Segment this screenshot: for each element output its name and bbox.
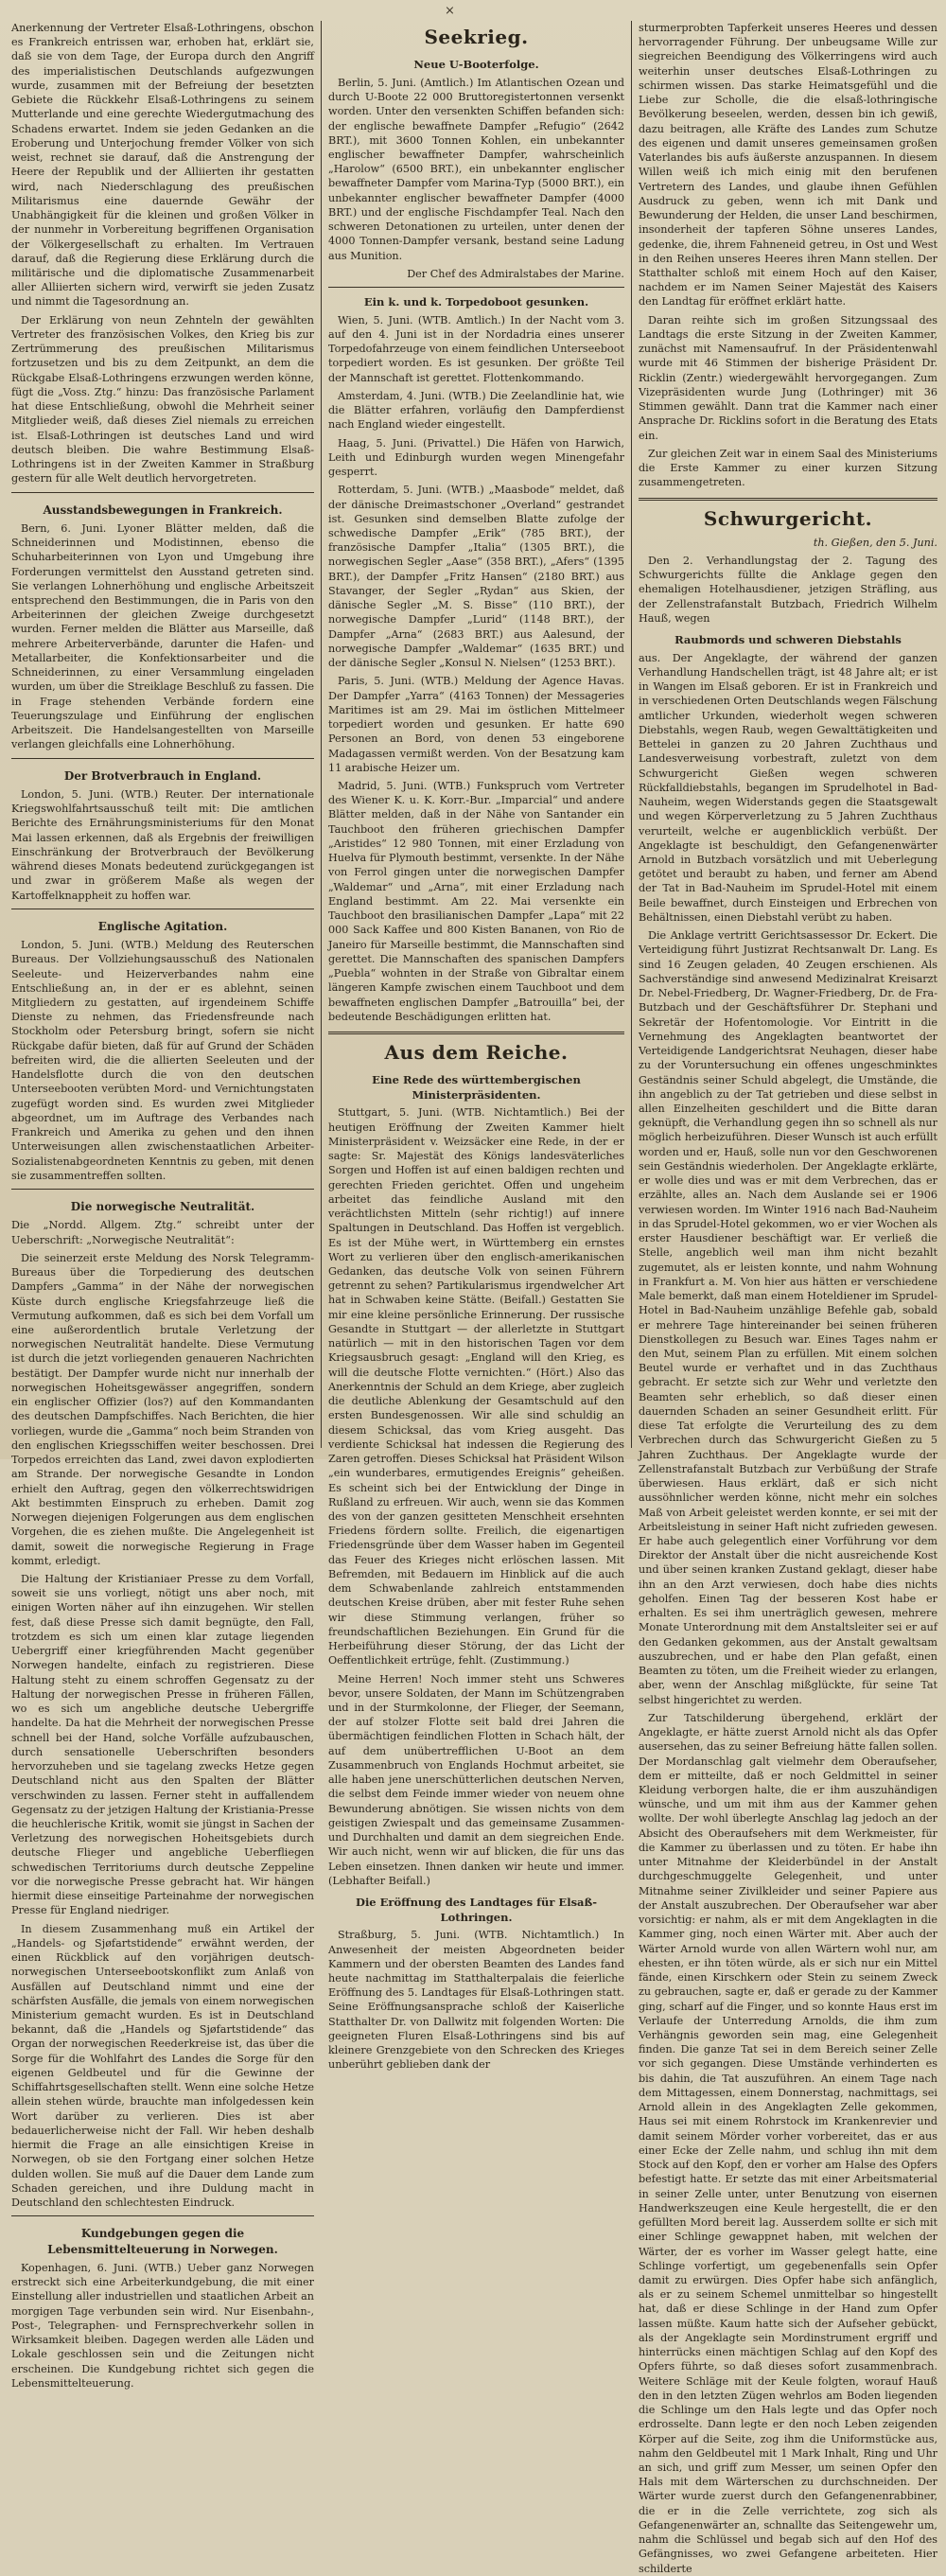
section-subheading: Raubmords und schweren Diebstahls: [674, 633, 902, 647]
article-paragraph: Daran reihte sich im großen Sitzungssaal des Landtags die erste Sitzung in der Zweiten Kammer, zunächst mit Namensaufruf. In der Präsidentenwahl wurde mit 46 Stimmen der bisherige Präsident Dr. Ricklin (Zentr.) wiedergewählt hervorgegangen. Zum Vizepräsidenten wurde Jung (Lothringer) mit 36 Stimmen gewählt. Dann trat die Kammer nach einer Ansprache Dr. Ricklins sofort in die Beratung des Etats ein.: [639, 313, 937, 442]
article-paragraph: Meine Herren! Noch immer steht uns Schweres bevor, unsere Soldaten, der Mann im Schützengraben und in der Sturmkolonne, der Flieger, der Seemann, der auf stolzer Flotte seit bald drei Jahren die übermächtigen feindlichen Flotten in Schach hält, der auf dem unübertrefflichen U-Boot an dem Zusammenbruch von Englands Hochmut arbeitet, sie alle haben jene unerschütterlichen deutschen Nerven, die selbst dem Feinde immer wieder von neuem ohne Bewunderung abnötigen. Sie wissen nichts von dem geistigen Zwiespalt und das gemeinsame Zusammen- und Durchhalten und damit an dem siegreichen Ende. Wir auch nicht, wenn wir auf blicken, die für uns das Leben einsetzen. Ihnen danken wir heute und immer. (Lebhafter Beifall.): [328, 1672, 624, 1887]
column-1: [11, 21, 314, 2390]
column-rule-right: [631, 21, 632, 1448]
section-divider: [639, 498, 937, 501]
article-paragraph: Die seinerzeit erste Meldung des Norsk Telegramm-Bureaus über die Torpedierung des deutschen Dampfers „Gamma“ in der Nähe der norwegischen Küste durch englische Kriegsfahrzeuge ließ die Vermutung aufkommen, daß es sich bei dem Vorfall um eine außerordentlich brutale Verletzung der norwegischen Neutralität handelte. Diese Vermutung ist durch die jetzt vorliegenden genaueren Nachrichten bestätigt. Der Dampfer wurde nicht nur innerhalb der norwegischen Hoheitsgewässer angegriffen, sondern ein englischer Offizier (los?) auf den Kommandanten des deutschen Dampfschiffes. Nach Berichten, die hier vorliegen, wurde die „Gamma“ noch beim Stranden von den englischen Kriegsschiffen weiter beschossen. Drei Torpedos erreichten das Land, zwei davon explodierten am Strande. Der norwegische Gesandte in London erhielt den Auftrag, gegen den völkerrechtswidrigen Akt bestimmten Einspruch zu erheben. Damit zog Norwegen diejenigen Folgerungen aus dem englischen Vorgehen, die es ziehen mußte. Die Angelegenheit ist damit, soweit die norwegische Regierung in Frage kommt, erledigt.: [11, 1251, 314, 1567]
article-paragraph: aus. Der Angeklagte, der während der ganzen Verhandlung Handschellen trägt, ist 48 Jahre alt; er ist in Wangen im Elsaß geboren. Er ist in Frankreich und in verschiedenen Orten Deutschlands wegen Fälschung amtlicher Urkunden, wiederholt wegen schweren Diebstahls, wegen Raub, wegen Gewalttätigkeiten und Bettelei in ganzen zu 20 Jahren Zuchthaus und Landesverweisung vorbestraft, zuletzt von dem Schwurgericht Gießen wegen schweren Rückfalldiebstahls, begangen im Sprudelhotel in Bad-Nauheim, wegen Widerstands gegen die Staatsgewalt und wegen Körperverletzung zu 5 Jahren Zuchthaus verurteilt, welche er augenblicklich verbüßt. Der Angeklagte ist beschuldigt, den Gefangenenwärter Arnold in Butzbach vorsätzlich und mit Ueberlegung getötet und beraubt zu haben, und ferner am Abend der Tat in Bad-Nauheim im Sprudel-Hotel mit einem Beile bewaffnet, durch Einsteigen und Erbrechen von Behältnissen, einen Diebstahl verübt zu haben.: [639, 651, 937, 924]
article-paragraph: Paris, 5. Juni. (WTB.) Meldung der Agence Havas. Der Dampfer „Yarra“ (4163 Tonnen) der Messageries Maritimes ist am 29. Mai im östlichen Mittelmeer torpediert worden und gesunken. Er hatte 690 Personen an Bord, von denen 53 eingeborene Madagassen vermißt werden. Von der Besatzung kam 11 arabische Heizer um.: [328, 675, 624, 774]
article-paragraph: London, 5. Juni. (WTB.) Meldung des Reuterschen Bureaus. Der Vollziehungsausschuß des Nationalen Seeleute- und Heizerverbandes nahm eine Entschließung an, in der er es ablehnt, seinen Mitgliedern zu gestatten, auf irgendeinem Schiffe Dienste zu nehmen, das Friedensfreunde nach Stockholm oder Petersburg bringt, sofern sie nicht Rückgabe dafür bieten, daß für auf Grund der Schäden befreiten wird, die die allierten Seeleuten und der Handelsflotte durch die von den deutschen Unterseebooten verübten Mord- und Vernichtungstaten zugefügt worden sind. Es wurden zwei Mitglieder abgeordnet, um im Auftrage des Verbandes nach Frankreich und Amerika zu gehen und den ihnen Unterweisungen allen zwischenstaatlichen Arbeiter-Sozialistenabgeordneten Kenntnis zu geben, mit denen sie zusammentreffen sollten.: [11, 939, 314, 1182]
section-divider: [11, 758, 314, 759]
article-paragraph: Zur gleichen Zeit war in einem Saal des Ministeriums die Erste Kammer zu einer kurzen Sitzung zusammengetreten.: [639, 447, 937, 489]
article-paragraph: Straßburg, 5. Juni. (WTB. Nichtamtlich.) In Anwesenheit der meisten Abgeordneten beider Kammern und der obersten Beamten des Landes fand heute nachmittag im Statthalterpalais die feierliche Eröffnung des 5. Landtages für Elsaß-Lothringen statt. Seine Eröffnungsansprache schloß der Kaiserliche Statthalter Dr. von Dallwitz mit folgenden Worten: Die geeigneten Fluren Elsaß-Lothringens sind bis auf kleinere Grenzgebiete von den Schrecken des Krieges unberührt geblieben dank der: [328, 1929, 624, 2072]
section-heading: Ausstandsbewegungen in Frankreich.: [43, 503, 283, 517]
article-paragraph: Amsterdam, 4. Juni. (WTB.) Die Zeelandlinie hat, wie die Blätter erfahren, vorläufig den Dampferdienst nach England wieder eingestellt.: [328, 389, 624, 432]
section-title-reich: Aus dem Reiche.: [384, 1040, 569, 1064]
section-subheading: Ein k. und k. Torpedoboot gesunken.: [363, 295, 589, 309]
section-heading: Englische Agitation.: [97, 919, 228, 933]
column-3: [639, 21, 937, 2575]
article-paragraph: Die „Nordd. Allgem. Ztg.“ schreibt unter der Ueberschrift: „Norwegische Neutralität“:: [11, 1219, 314, 1246]
dateline: th. Gießen, den 5. Juni.: [813, 536, 937, 549]
section-subheading: Die Eröffnung des Landtages für Elsaß-Lothringen.: [355, 1896, 598, 1924]
article-paragraph: Bern, 6. Juni. Lyoner Blätter melden, daß die Schneiderinnen und Modistinnen, ebenso die Schuharbeiterinnen von Lyon und Umgebung ihre Forderungen vermittelst den Ausstand getreten sind. Sie verlangen Lohnerhöhung und englische Arbeitszeit entsprechend den Bestimmungen, die in Paris von den Arbeiterinnen der gleichen Zweige durchgesetzt wurden. Ferner melden die Blätter aus Marseille, daß mehrere Arbeiterverbände, darunter die Hafen- und Metallarbeiter, die Konfektionsarbeiter und die Schneiderinnen, zu einer Versammlung eingeladen wurden, um über die Streiklage Beschluß zu fassen. Die in Frage stehenden Verbände fordern eine Teuerungszulage und Einführung der englischen Arbeitszeit. Die Handelsangestellten von Marseille verlangen gleichfalls eine Lohnerhöhung.: [11, 521, 314, 751]
article-paragraph: Die Haltung der Kristianiaer Presse zu dem Vorfall, soweit sie uns vorliegt, nötigt uns aber noch, mit einigen Worten näher auf ihn einzugehen. Wir stellen fest, daß diese Presse sich damit begnügte, den Fall, trotzdem es sich um einen klar zutage liegenden Uebergriff einer kriegführenden Macht gegenüber Norwegen handelte, einfach zu registrieren. Diese Haltung steht zu einem schroffen Gegensatz zu der Haltung der norwegischen Presse in früheren Fällen, wo es sich um angebliche deutsche Uebergriffe handelte. Da hat die Mehrheit der norwegischen Presse schnell bei der Hand, solche Vorfälle aufzubauschen, durch sensationelle Ueberschriften besonders hervorzuheben und sie tagelang zwecks Hetze gegen Deutschland nicht aus den Spalten der Blätter verschwinden zu lassen. Ferner steht in auffallendem Gegensatz zu der jetzigen Haltung der Kristiania-Presse die heuchlerische Kritik, womit sie jüngst in Sachen der Verletzung des norwegischen Hoheitsgebiets durch deutsche Flieger und angebliche Ueberfliegen schwedischen Territoriums durch deutsche Zeppeline vor die norwegische Presse gebracht hat. Wir hängen hiermit diese einseitige Parteinahme der norwegischen Presse für England niedriger.: [11, 1572, 314, 1917]
section-title-seekrieg: Seekrieg.: [424, 26, 529, 48]
article-signature: Der Chef des Admiralstabes der Marine.: [407, 267, 624, 280]
article-paragraph: Wien, 5. Juni. (WTB. Amtlich.) In der Nacht vom 3. auf den 4. Juni ist in der Nordadria eines unserer Torpedofahrzeuge von einem feindlichen Unterseeboot torpediert worden. Es ist gesunken. Der größte Teil der Mannschaft ist gerettet. Flottenkommando.: [328, 313, 624, 384]
section-heading: Die norwegische Neutralität.: [70, 1200, 255, 1214]
article-paragraph: Rotterdam, 5. Juni. (WTB.) „Maasbode“ meldet, daß der dänische Dreimastschoner „Overland“ gestrandet ist. Gesunken sind demselben Blatte zufolge der schwedische Dampfer „Erik“ (785 BRT.), der französische Dampfer „Italia“ (1305 BRT.), die norwegischen Segler „Aase“ (358 BRT.), „Afers“ (1395 BRT.), der Dampfer „Fritz Hansen“ (2180 BRT.) aus Stavanger, der Segler „Rydan“ aus Skien, der dänische Segler „M. S. Bisse“ (110 BRT.), der norwegische Dampfer „Lurid“ (1148 BRT.), der Dampfer „Arna“ (2683 BRT.) aus Aalesund, der norwegische Dampfer „Waldemar“ (1635 BRT.) und der dänische Segler „Konsul N. Nielsen“ (1253 BRT.).: [328, 484, 624, 670]
article-paragraph: Haag, 5. Juni. (Privattel.) Die Häfen von Harwich, Leith und Edinburgh wurden wegen Minengefahr gesperrt.: [328, 436, 624, 479]
article-paragraph: Anerkennung der Vertreter Elsaß-Lothringens, obschon es Frankreich entrissen war, erhoben hat, erklärt sie, daß sie von dem Tage, der Europa durch den Angriff des imperialistischen Deutschlands aufgezwungen wurde, zusammen mit der Befreiung der besetzten Gebiete die Rückkehr Elsaß-Lothringens zu seinem Mutterlande und eine gerechte Wiedergutmachung des Schadens erwartet. Indem sie jeden Gedanken an die Eroberung und Unterjochung fremder Völker von sich weist, rechnet sie darauf, daß die Anstrengung der Heere der Republik und der Alliierten ihr gestatten wird, nach Niederschlagung des preußischen Militarismus eine dauernde Gewähr der Unabhängigkeit für die kleinen und großen Völker in der nunmehr in Vorbereitung begriffenen Organisation der Völkergesellschaft zu erhalten. Im Vertrauen darauf, daß die Regierung diese Erklärung durch die militärische und die diplomatische Zusammenarbeit aller Alliierten sichern wird, verwirft sie jeden Zusatz und nimmt die Tagesordnung an.: [11, 22, 314, 309]
article-paragraph: Stuttgart, 5. Juni. (WTB. Nichtamtlich.) Bei der heutigen Eröffnung der Zweiten Kammer hielt Ministerpräsident v. Weizsäcker eine Rede, in der er sagte: Sr. Majestät des Königs landesväterliches Sorgen und Hoffen ist auf einen baldigen rechten und gerechten Frieden gerichtet. Offen und ungeheim arbeitet das feindliche Ausland mit den verächtlichsten Mitteln (sehr richtig!) auf innere Spaltungen in Deutschland. Das Hoffen ist vergeblich. Es ist der Mühe wert, in Württemberg ein ernstes Wort zu verlieren über den englisch-amerikanischen Gedanken, das deutsche Volk von seinen Führern getrennt zu sehen? Partikularismus irgendwelcher Art hat in Schwaben keine Stätte. (Beifall.) Gestatten Sie mir eine kleine persönliche Erinnerung. Der russische Gesandte in Stuttgart — der allerletzte in Stuttgart natürlich — mit in den historischen Tagen vor dem Kriegsausbruch gesagt: „England will den Krieg, es will die deutsche Flotte vernichten.“ (Hört.) Also das Anerkenntnis der Schuld an dem Kriege, aber zugleich die deutliche Ablenkung der Gesamtschuld auf den ersten Bundesgenossen. Wir alle sind schuldig an diesem Schicksal, das vom Krieg ausgeht. Das verdiente Schicksal hat indessen die Regierung des Zaren getroffen. Dieses Schicksal hat Präsident Wilson „ein wunderbares, ermutigendes Ereignis“ geheißen. Es scheint sich bei der Entwicklung der Dinge in Rußland zu erfreuen. Wir auch, wenn sie das Kommen des von der ganzen gesitteten Menschheit ersehnten Friedens fördern sollte. Freilich, die eigenartigen Friedensgründe über dem Wasser haben im Gegenteil das Feuer des Krieges nicht erlöschen lassen. Mit Befremden, mit Bedauern im Hinblick auf die auch dem Schwabenlande zahlreich entstammenden deutschen Kreise drüben, aber mit fester Ruhe sehen wir diese Stimmung verlangen, früher so freundschaftlichen Beziehungen. Ein Grund für die Herbeiführung dieser Störung, der das Licht der Oeffentlichkeit ertrüge, fehlt. (Zustimmung.): [328, 1106, 624, 1667]
page-mark: ×: [445, 4, 455, 18]
column-rule-left: [321, 21, 322, 1448]
section-divider: [11, 2215, 314, 2216]
section-title-schwurgericht: Schwurgericht.: [703, 506, 873, 530]
section-divider: [328, 1032, 624, 1034]
article-paragraph: Den 2. Verhandlungstag der 2. Tagung des Schwurgerichts füllte die Anklage gegen den ehemaligen Hotelhausdiener, jetzigen Sträfling, aus der Zellenstrafanstalt Butzbach, Friedrich Wilhelm Hauß, wegen: [639, 554, 937, 625]
article-paragraph: London, 5. Juni. (WTB.) Reuter. Der internationale Kriegswohlfahrtsausschuß teilt mit: Die amtlichen Berichte des Ernährungsministeriums für den Monat Mai lassen erkennen, daß als Ergebnis der freiwilligen Einschränkung der Brotverbrauch der Bevölkerung während dieses Monats bedeutend zurückgegangen ist und zwar in größerem Maße als wegen der Kartoffelknappheit zu hoffen war.: [11, 787, 314, 902]
section-divider: [11, 492, 314, 493]
article-paragraph: Berlin, 5. Juni. (Amtlich.) Im Atlantischen Ozean und durch U-Boote 22 000 Bruttoregistertonnen versenkt worden. Unter den versenkten Schiffen befanden sich: der englische bewaffnete Dampfer „Refugio“ (2642 BRT.), mit 3600 Tonnen Kohlen, ein unbekannter englischer bewaffneter Dampfer, wahrscheinlich „Harolow“ (6500 BRT.), ein unbekannter englischer bewaffneter Dampfer vom Marina-Typ (5000 BRT.), ein unbekannter englischer bewaffneter Dampfer (4000 BRT.) und der englische Fischdampfer Teal. Nach den schweren Detonationen zu urteilen, unter denen der 4000 Tonnen-Dampfer versank, bestand seine Ladung aus Munition.: [328, 76, 624, 262]
section-heading: Kundgebungen gegen die Lebensmittelteuerung in Norwegen.: [47, 2227, 278, 2256]
section-subheading: Neue U-Booterfolge.: [413, 58, 539, 72]
article-paragraph: In diesem Zusammenhang muß ein Artikel der „Handels- og Sjøfartstidende“ erwähnt werden, der einen Rückblick auf den vorjährigen deutsch-norwegischen Unterseebootskonflikt zum Anlaß von Ausfällen auf Deutschland nimmt und eine der schärfsten Ausfälle, die jemals von einem norwegischen Ministerium gemacht wurden. Es ist in Deutschland bekannt, daß die „Handels og Sjøfartstidende“ das Organ der norwegischen Reederkreise ist, das über die Sorge für die Wohlfahrt des Landes die Sorge für den eigenen Geldbeutel und für die Gewinne der Schiffahrtsgesellschaften stellt. Wenn eine solche Hetze allein stehen würde, brauchte man infolgedessen kein Wort darüber zu verlieren. Dies ist aber bedauerlicherweise nicht der Fall. Wir heben deshalb hiermit die Frage an alle einsichtigen Kreise in Norwegen, ob sie den Fortgang einer solchen Hetze dulden wollen. Sie muß auf die Dauer dem Lande zum Schaden gereichen, und ihre Duldung macht in Deutschland den schlechtesten Eindruck.: [11, 1922, 314, 2210]
article-paragraph: sturmerprobten Tapferkeit unseres Heeres und dessen hervorragender Führung. Der unbeugsame Wille zur siegreichen Beendigung des Völkerringens wird auch weiterhin unser deutsches Elsaß-Lothringen zu schirmen wissen. Das starke Heimatsgefühl und die Liebe zur Scholle, die die elsaß-lothringische Bevölkerung beseelen, werden, dessen bin ich gewiß, dazu beitragen, alle Kräfte des Landes zum Schutze des eigenen und damit unseres gemeinsamen großen Vaterlandes bis aufs äußerste anzuspannen. In diesem Willen weiß ich mich einig mit den berufenen Vertretern des Landes, und glaube ihnen Gefühlen Ausdruck zu geben, wenn ich mit Dank und Bewunderung der Helden, die unser Land beschirmen, insonderheit der tapferen Söhne unseres Landes, gedenke, die, ihrem Fahneneid getreu, in Ost und West in den Reihen unseres Heeres ihren Mann stellen. Der Statthalter schloß mit einem Hoch auf den Kaiser, nachdem er im Namen Seiner Majestät des Kaisers den Landtag für eröffnet erklärt hatte.: [639, 22, 937, 309]
section-divider: [11, 1189, 314, 1190]
article-paragraph: Die Anklage vertritt Gerichtsassessor Dr. Eckert. Die Verteidigung führt Justizrat Rechtsanwalt Dr. Lang. Es sind 16 Zeugen geladen, 40 Zeugen erschienen. Als Sachverständige sind anwesend Medizinalrat Kreisarzt Dr. Nebel-Friedberg, Dr. Wagner-Friedberg, Dr. de Fra-Butzbach und der Geschäftsführer Dr. Stephani und Sekretär der Hofentomologie. Vor Eintritt in die Vernehmung des Angeklagten beantwortet der Verteidigende Landgerichtsrat Neuhagen, dieser habe zu der Voruntersuchung ein offenes ungeschminktes Geständnis seiner Schuld abgelegt, die Umstände, die ihn angeblich zu der Tat getrieben und diese selbst in allen Einzelheiten geschildert und die Bitte daran geknüpft, die Verhandlung gegen ihn so schnell als nur möglich herbeizuführen. Dieser Wunsch ist auch erfüllt worden und er, Hauß, solle nun vor den Geschworenen sein Geständnis wiederholen. Der Angeklagte erklärte, er wolle dies und was er mit dem Verbrechen, das er erzählte, alles an. Nach dem Auslande sei er 1906 verwiesen worden. Im Winter 1916 nach Bad-Nauheim in das Sprudel-Hotel gekommen, wo er vier Wochen als erster Hausdiener beschäftigt war. Er verließ die Stelle, angeblich weil man ihm nicht bezahlt zugemutet, als er leisten konnte, und nahm Wohnung in Frankfurt a. M. Von hier aus hätten er verschiedene Male bemerkt, daß man einem Hoteldiener im Sprudel-Hotel in Bad-Nauheim unzählige Befehle gab, sobald er mehrere Tage hintereinander bei seinen früheren Dienstkollegen zu Besuch war. Eines Tages nahm er den Mut, seinem Plan zu erfüllen. Mit einem solchen Beutel wurde er verhaftet und in das Zuchthaus gebracht. Er setzte sich zur Wehr und verletzte den Beamten sehr erheblich, so daß dieser einen dauernden Schaden an seiner Gesundheit erlitt. Für diese Tat erfolgte die Verurteilung des zu dem Verbrechen durch das Schwurgericht Gießen zu 5 Jahren Zuchthaus. Der Angeklagte wurde der Zellenstrafanstalt Butzbach zur Verbüßung der Strafe überwiesen. Haus erklärt, daß er sich nicht aussöhnlicher werden könne, nicht mehr ein solches Maß von Arbeit geleistet werden konnte, er sei mit der Arbeitsleistung in seiner Haft nicht zufrieden gewesen. Er habe auch gelegentlich einer Vorführung vor dem Direktor der Anstalt über die nicht ausreichende Kost und über seinen kranken Zustand geklagt, dieser habe ihn an den Arzt verwiesen, doch habe dies nichts geholfen. Einen Tag der besseren Kost habe er erhalten. Es sei ihm unerträglich gewesen, mehrere Monate Unterordnung mit dem Anstaltsleiter sei er auf den Gedanken gekommen, aus der Anstalt gewaltsam auszubrechen, und er habe den Plan gefaßt, einen Beamten zu töten, um die Freiheit wieder zu erlangen, aber, wenn der Anschlag mißglückte, für seine Tat selbst hingerichtet zu werden.: [639, 929, 937, 1706]
section-divider: [328, 287, 624, 288]
article-paragraph: Zur Tatschilderung übergehend, erklärt der Angeklagte, er hätte zuerst Arnold nicht als das Opfer ausersehen, das zu seiner Befreiung hätte fallen sollen. Der Mordanschlag galt vielmehr dem Oberaufseher, dem er mitteilte, daß er noch Geldmittel in seiner Kleidung verborgen halte, die er ihm auszuhändigen wünsche, und um mit ihm aus der Kammer gehen wollte. Der wohl überlegte Anschlag lag jedoch an der Absicht des Oberaufsehers mit dem Werkmeister, für die Kammer zu überlassen und zu töten. Er habe ihn unter Mitnahme der Kleiderbündel in der Anstalt durchgeschmuggelte Gelegenheit, und unter Mitnahme seiner Zivilkleider und seiner Papiere aus der Anstalt auszubrechen. Der Oberaufseher war aber vorsichtig: er nahm, als er mit dem Angeklagten in die Kammer ging, noch einen Wärter mit. Aber auch der Wärter Arnold wurde von allen Wärtern wohl nur, am ehesten, er ihn töten würde, als er sich nur ein Mittel fände, einen Kirschkern oder Stein zu seinem Zweck zu gebrauchen, sagte er, daß er gerade zu der Kammer ging, scharf auf die Finger, und so konnte Haus erst im Verlaufe der Unterredung Arnolds, die ihm zum Verhängnis geworden sein mag, eine Gelegenheit finden. Die ganze Tat sei in dem Bereich seiner Zelle vor sich gegangen. Diese Umstände verhinderten es bis dahin, die Tat auszuführen. An einem Tage nach dem Mittagessen, einem Donnerstag, nachmittags, sei Arnold allein in des Angeklagten Zelle gekommen, Haus sei mit einem Rohrstock im Krankenrevier und damit seinem Mörder vorher vorbereitet, das er aus einer Ecke der Zelle nahm, und schlug ihn mit dem Stock auf den Kopf, den er vorher am Halse des Opfers befestigt hatte. Er setzte das mit einer Arbeitsmaterial in seiner Zelle unter, unter Benutzung von eisernen Handwerkszeugen eine Keule hergestellt, die er den gefüllten Mord bereit lag. Ausserdem sollte er sich mit einer Schlinge gewappnet haben, mit welchen der Wärter, der es vorher im Wasser gelegt hatte, eine Schlinge vorfertigt, um gegebenenfalls sein Opfer damit zu erwürgen. Dies Opfer habe sich anfänglich, als er zu seinem Schemel unmittelbar so hingestellt hat, daß er diese Schlinge in der Hand zum Opfer lassen müßte. Kaum hatte sich der Aufseher gebückt, als der Angeklagte sein Mordinstrument ergriff und hinterrücks einen mächtigen Schlag auf den Kopf des Opfers führte, so daß dieses sofort zusammenbrach. Weitere Schläge mit der Keule folgten, worauf Hauß den in den letzten Zügen wehrlos am Boden liegenden die Schlinge um den Hals legte und das Opfer noch erdrosselte. Dann legte er den noch Leben zeigenden Körper auf die Seite, zog ihm die Uniformstücke aus, nahm den Geldbeutel mit 1 Mark Inhalt, Ring und Uhr an sich, und griff zum Messer, um seinen Opfer den Hals mit dem Wärterschen zu durchschneiden. Der Wärter wurde zuerst durch den Gefangenenrabbiner, die er in die Zelle verrichtete, zog sich als Gefangenenwärter an, schnallte das Seitengewehr um, nahm die Schlüssel und begab sich auf den Hof des Gefängnisses, wo zwei Gefangene arbeiteten. Hier schilderte: [639, 1711, 937, 2575]
article-paragraph: Der Erklärung von neun Zehnteln der gewählten Vertreter des französischen Volkes, den Krieg bis zur Zertrümmerung des preußischen Militarismus fortzusetzen und bis zu dem Zeitpunkt, an dem die Rückgabe Elsaß-Lothringens erzwungen werden könne, fügt die „Voss. Ztg.“ hinzu: Das französische Parlament hat diese Entschließung, obwohl die Mehrheit seiner Mitglieder weiß, daß dieses Ziel niemals zu erreichen ist. Elsaß-Lothringen ist deutsches Land und wird deutsch bleiben. Die wahre Bestimmung Elsaß-Lothringens ist in der Zweiten Kammer in Straßburg gestern für alle Welt deutlich hervorgetreten.: [11, 313, 314, 485]
column-2: [328, 21, 624, 2072]
article-paragraph: Kopenhagen, 6. Juni. (WTB.) Ueber ganz Norwegen erstreckt sich eine Arbeiterkundgebung, die mit einer Einstellung aller industriellen und staatlichen Arbeit an morgigen Tage verbunden sein wird. Nur Eisenbahn-, Post-, Telegraphen- und Fernsprechverkehr sollen in Wirksamkeit bleiben. Dagegen werden alle Läden und Lokale geschlossen sein und die Zeitungen nicht erscheinen. Die Kundgebung richtet sich gegen die Lebensmittelteuerung.: [11, 2261, 314, 2390]
section-heading: Der Brotverbrauch in England.: [63, 768, 262, 783]
section-subheading: Eine Rede des württembergischen Ministerpräsidenten.: [372, 1073, 581, 1102]
article-paragraph: Madrid, 5. Juni. (WTB.) Funkspruch vom Vertreter des Wiener K. u. K. Korr.-Bur. „Imparcial“ und andere Blätter melden, daß in der Nähe von Santander ein Tauchboot den früheren griechischen Dampfer „Aristides“ 12 980 Tonnen, mit einer Erzladung von Huelva für Plymouth bestimmt, versenkte. In der Nähe von Ferrol gingen unter die norwegischen Dampfer „Waldemar“ und „Arna“, mit einer Erzladung nach England bestimmt. Am 22. Mai versenkte ein Tauchboot den brasilianischen Dampfer „Lapa“ mit 22 000 Sack Kaffee und 800 Kisten Bananen, von Rio de Janeiro für Marseille bestimmt, die Mannschaften sind gerettet. Die Mannschaften des spanischen Dampfers „Puebla“ wohnten in der Straße von Gibraltar einem längeren Kampfe zwischen einem Tauchboot und dem bewaffneten englischen Dampfer „Batrouilla“ bei, der bedeutende Beschädigungen erlitten hat.: [328, 779, 624, 1023]
